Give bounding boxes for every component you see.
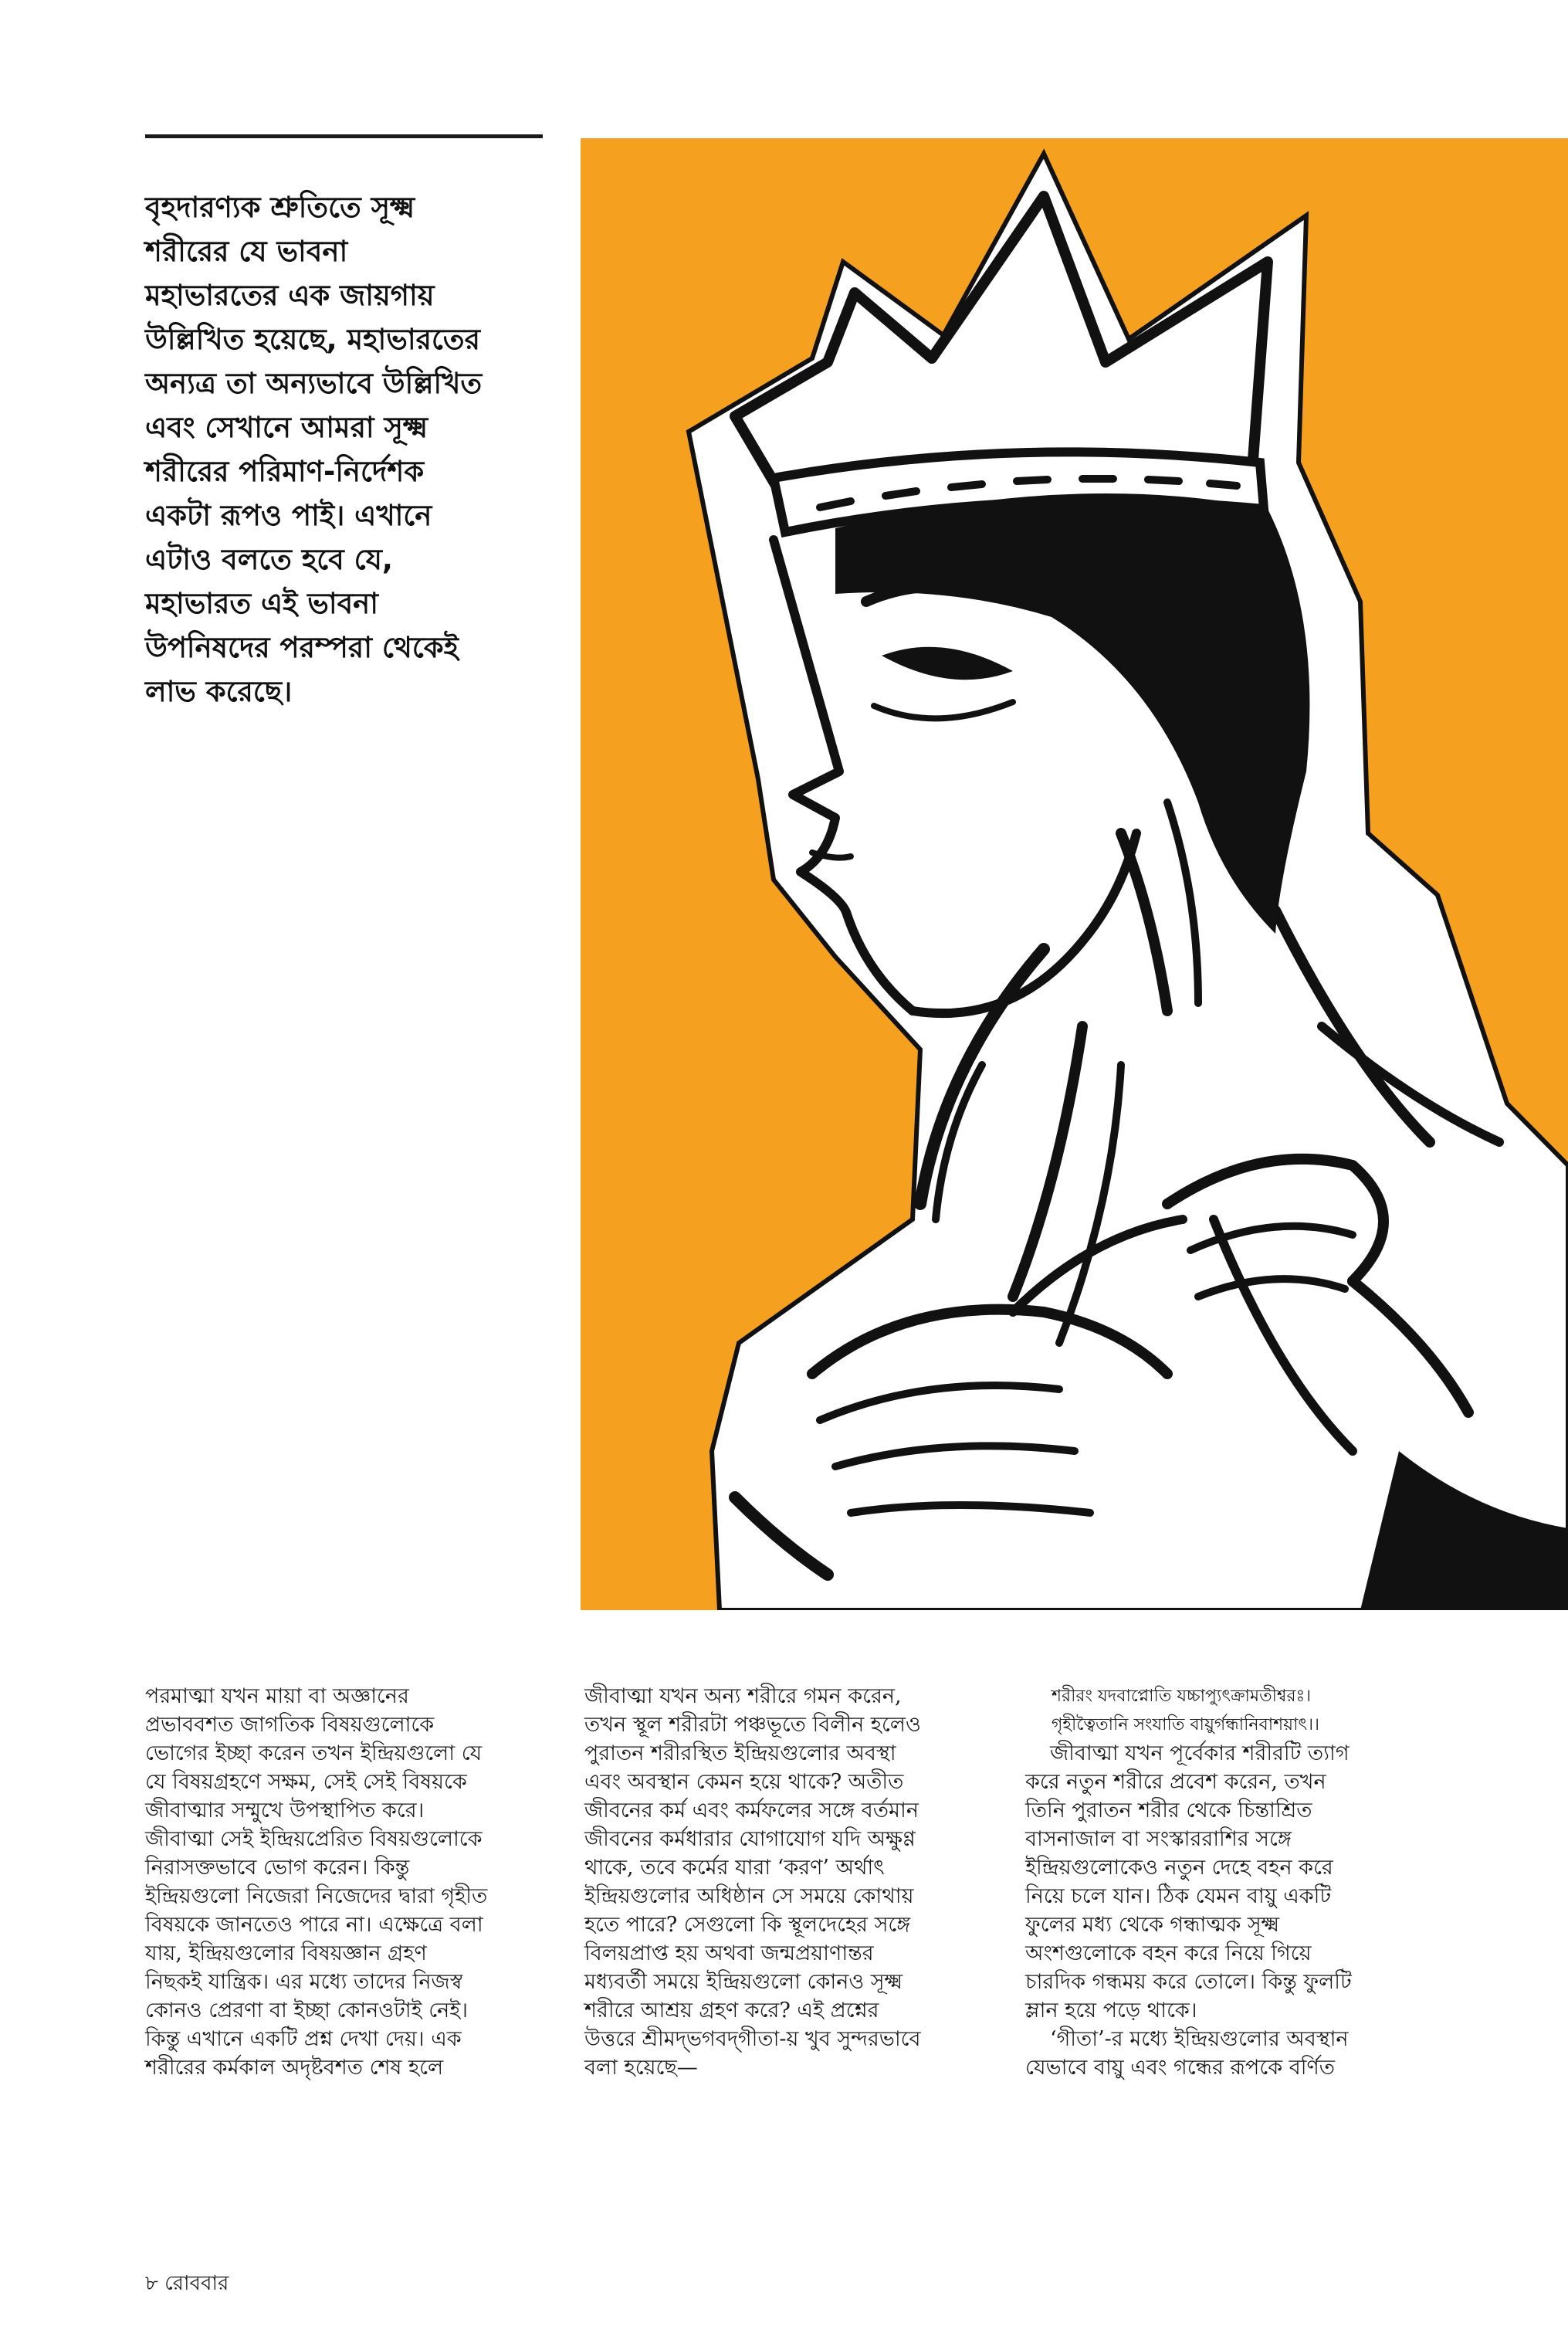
body-line: কিন্তু এখানে একটি প্রশ্ন দেখা দেয়। এক [145,2027,462,2051]
pull-quote-line: অন্যত্র তা অন্যভাবে উল্লিখিত [145,367,483,400]
pull-quote-rule [145,134,543,138]
pull-quote-line: শরীরের যে ভাবনা [145,235,348,268]
body-line: নিয়ে চলে যান। ঠিক যেমন বায়ু একটি [1025,1884,1332,1908]
body-line: ‘গীতা’-র মধ্যে ইন্দ্রিয়গুলোর অবস্থান [1050,2027,1349,2051]
body-line: ম্লান হয়ে পড়ে থাকে। [1025,1999,1197,2023]
body-column-3 [1025,1682,1404,2082]
pull-quote-line: মহাভারত এই ভাবনা [145,587,378,620]
pull-quote-line: উপনিষদের পরম্পরা থেকেই [145,631,459,664]
body-line: করে নতুন শরীরে প্রবেশ করেন, তখন [1025,1770,1326,1794]
verse-line: গৃহীত্বৈতানি সংযাতি বায়ুর্গন্ধানিবাশয়াৎ।। [1052,1715,1320,1734]
pull-quote-line: শরীরের পরিমাণ-নির্দেশক [145,455,425,488]
pull-quote-line: এটাও বলতে হবে যে, [145,543,393,576]
body-line: শরীরে আশ্রয় গ্রহণ করে? এই প্রশ্নের [584,1999,879,2023]
body-line: কোনও প্রেরণা বা ইচ্ছা কোনওটাই নেই। [145,1999,468,2023]
body-line: যেভাবে বায়ু এবং গন্ধের রূপকে বর্ণিত [1025,2056,1336,2080]
body-line: শরীরের কর্মকাল অদৃষ্টবশত শেষ হলে [145,2056,444,2080]
body-line: ইন্দ্রিয়গুলোর অধিষ্ঠান সে সময়ে কোথায় [584,1884,914,1908]
body-line: অংশগুলোকে বহন করে নিয়ে গিয়ে [1025,1941,1312,1965]
body-line: ফুলের মধ্য থেকে গন্ধাত্মক সূক্ষ্ম [1025,1913,1280,1937]
verse-line: শরীরং যদবাপ্নোতি যচ্চাপ্যুৎক্রামতীশ্বরঃ। [1052,1687,1312,1706]
body-line: পুরাতন শরীরস্থিত ইন্দ্রিয়গুলোর অবস্থা [584,1741,896,1765]
body-line: জীবাত্মা যখন অন্য শরীরে গমন করেন, [584,1684,902,1708]
body-line: জীবাত্মার সম্মুখে উপস্থাপিত করে। [145,1799,425,1822]
pull-quote-line: মহাভারতের এক জায়গায় [145,279,435,312]
body-line: ভোগের ইচ্ছা করেন তখন ইন্দ্রিয়গুলো যে [145,1741,483,1765]
pull-quote-line: এবং সেখানে আমরা সূক্ষ্ম [145,411,428,444]
body-line: নিরাসক্তভাবে ভোগ করেন। কিন্তু [145,1856,410,1880]
body-line: থাকে, তবে কর্মের যারা ‘করণ’ অর্থাৎ [584,1856,885,1880]
pull-quote-line: লাভ করেছে। [145,675,293,708]
body-line: বাসনাজাল বা সংস্কাররাশির সঙ্গে [1025,1827,1292,1851]
body-line: মধ্যবর্তী সময়ে ইন্দ্রিয়গুলো কোনও সূক্ষ্ম [584,1970,903,1994]
body-line: জীবাত্মা যখন পূর্বেকার শরীরটি ত্যাগ [1050,1741,1350,1765]
body-line: ইন্দ্রিয়গুলোকেও নতুন দেহে বহন করে [1025,1856,1333,1880]
pull-quote-line: বৃহদারণ্যক শ্রুতিতে সূক্ষ্ম [145,191,415,224]
crowned-figure-illustration [581,138,1568,1610]
body-line: বিলয়প্রাপ্ত হয় অথবা জন্মপ্রয়াণান্তর [584,1941,874,1965]
body-line: জীবাত্মা সেই ইন্দ্রিয়প্রেরিত বিষয়গুলোকে [145,1827,483,1851]
body-line: প্রভাববশত জাগতিক বিষয়গুলোকে [145,1713,435,1737]
pull-quote-line: একটা রূপও পাই। এখানে [145,499,432,532]
body-line: নিছকই যান্ত্রিক। এর মধ্যে তাদের নিজস্ব [145,1970,463,1994]
body-line: তিনি পুরাতন শরীর থেকে চিন্তাশ্রিত [1025,1799,1312,1822]
crowned-figure-drawing [581,138,1568,1610]
body-line: জীবনের কর্ম এবং কর্মফলের সঙ্গে বর্তমান [584,1799,919,1822]
body-line: চারদিক গন্ধময় করে তোলে। কিন্তু ফুলটি [1025,1970,1352,1994]
body-line: এবং অবস্থান কেমন হয়ে থাকে? অতীত [584,1770,904,1794]
pull-quote [145,185,562,714]
body-line: বিষয়কে জানতেও পারে না। এক্ষেত্রে বলা [145,1913,483,1937]
body-line: বলা হয়েছে— [584,2056,698,2080]
body-line: যায়, ইন্দ্রিয়গুলোর বিষয়জ্ঞান গ্রহণ [145,1941,427,1965]
body-line: পরমাত্মা যখন মায়া বা অজ্ঞানের [145,1684,409,1708]
body-line: তখন স্থূল শরীরটা পঞ্চভূতে বিলীন হলেও [584,1713,921,1737]
body-line: হতে পারে? সেগুলো কি স্থূলদেহের সঙ্গে [584,1913,911,1937]
body-column-1 [145,1682,523,2082]
body-line: উত্তরে শ্রীমদ্‌ভগবদ্‌গীতা-য় খুব সুন্দরভাবে [584,2027,921,2051]
body-line: যে বিষয়গ্রহণে সক্ষম, সেই সেই বিষয়কে [145,1770,467,1794]
pull-quote-line: উল্লিখিত হয়েছে, মহাভারতের [145,323,480,356]
body-line: জীবনের কর্মধারার যোগাযোগ যদি অক্ষুণ্ণ [584,1827,916,1851]
page-folio: ৮ রোববার [145,2272,229,2295]
body-column-2 [584,1682,963,2082]
body-line: ইন্দ্রিয়গুলো নিজেরা নিজেদের দ্বারা গৃহীত [145,1884,488,1908]
